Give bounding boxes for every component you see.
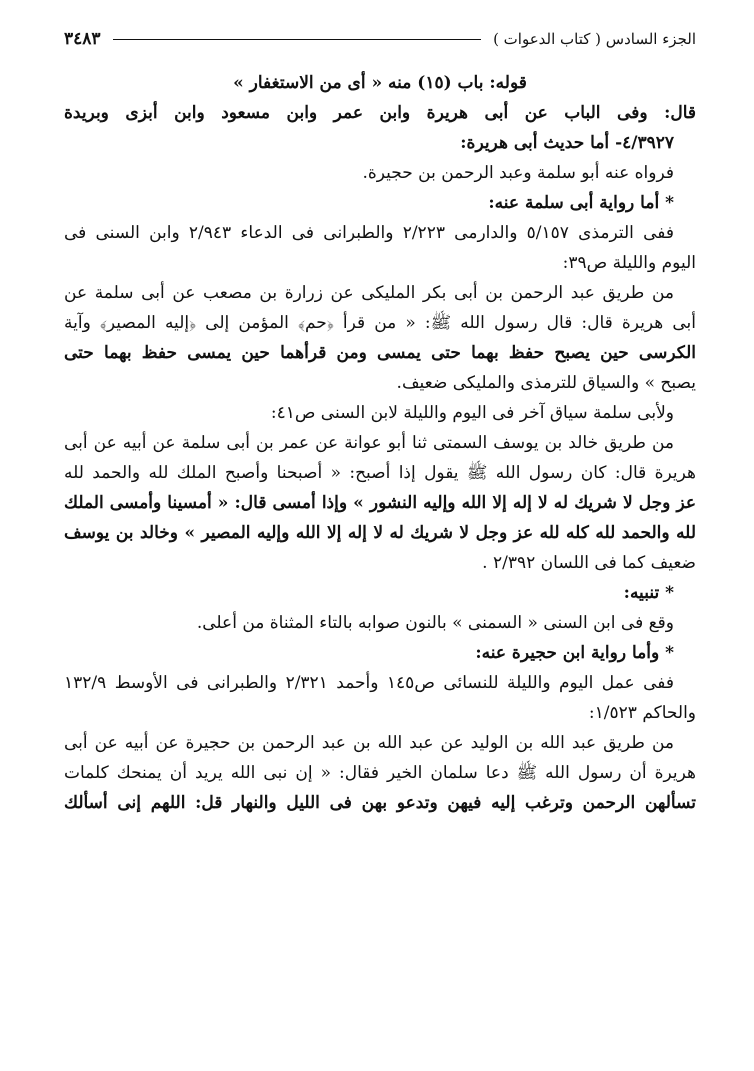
body-text bbox=[64, 68, 696, 818]
text-line: تسألهن الرحمن وترغب إليه فيهن وتدعو بهن فى الليل والنهار قل: اللهم إنى أسألك bbox=[64, 793, 696, 813]
running-header bbox=[64, 26, 696, 52]
text-line: ففى عمل اليوم والليلة للنسائى ص١٤٥ وأحمد ٢/٣٢١ والطبرانى فى الأوسط ١٣٢/٩ bbox=[64, 673, 674, 693]
text-line: والحاكم ١/٥٢٣: bbox=[588, 703, 696, 723]
text-line: * وأما رواية ابن حجيرة عنه: bbox=[475, 643, 674, 663]
text-line: أبى هريرة قال: قال رسول الله ﷺ: « من قرأ ﴿حم﴾ المؤمن إلى ﴿إليه المصير﴾ وآية bbox=[64, 313, 696, 333]
text-line: اليوم والليلة ص٣٩: bbox=[562, 253, 696, 273]
section-heading: قوله: باب (١٥) منه « أى من الاستغفار » bbox=[233, 73, 527, 93]
running-title: الجزء السادس ( كتاب الدعوات ) bbox=[493, 30, 696, 48]
text-line: ففى الترمذى ٥/١٥٧ والدارمى ٢/٢٢٣ والطبرانى فى الدعاء ٢/٩٤٣ وابن السنى فى bbox=[64, 223, 675, 243]
page-number: ٣٤٨٣ bbox=[64, 29, 101, 49]
text-line: ضعيف كما فى اللسان ٢/٣٩٢ . bbox=[482, 553, 696, 573]
text-line: ٤/٣٩٢٧- أما حديث أبى هريرة: bbox=[460, 133, 674, 153]
text-line: * أما رواية أبى سلمة عنه: bbox=[488, 193, 674, 213]
text-line: فرواه عنه أبو سلمة وعبد الرحمن بن حجيرة. bbox=[362, 163, 674, 183]
text-line: قال: وفى الباب عن أبى هريرة وابن عمر وابن مسعود وابن أبزى وبريدة bbox=[64, 103, 696, 123]
text-line: لله والحمد لله كله لله عز وجل لا شريك له لا إله إلا الله وإليه المصير » وخالد بن يوسف bbox=[64, 523, 696, 543]
text-line: من طريق عبد الرحمن بن أبى بكر المليكى عن زرارة بن مصعب عن أبى سلمة عن bbox=[64, 283, 674, 303]
text-line: يصبح » والسياق للترمذى والمليكى ضعيف. bbox=[396, 373, 696, 393]
text-line: عز وجل لا شريك له لا إله إلا الله وإليه النشور » وإذا أمسى قال: « أمسينا وأمسى الملك bbox=[64, 493, 696, 513]
text-line: ولأبى سلمة سياق آخر فى اليوم والليلة لابن السنى ص٤١: bbox=[270, 403, 674, 423]
text-line: الكرسى حين يصبح حفظ بهما حتى يمسى ومن قرأهما حين يمسى حفظ بهما حتى bbox=[64, 343, 696, 363]
header-rule bbox=[113, 39, 482, 40]
text-line: هريرة قال: كان رسول الله ﷺ يقول إذا أصبح: « أصبحنا وأصبح الملك لله والحمد لله bbox=[64, 463, 696, 483]
text-line: من طريق عبد الله بن الوليد عن عبد الله بن عبد الرحمن بن حجيرة عن أبيه عن أبى bbox=[64, 733, 674, 753]
text-line: من طريق خالد بن يوسف السمتى ثنا أبو عوانة عن عمر بن أبى سلمة عن أبيه عن أبى bbox=[64, 433, 674, 453]
text-line: * تنبيه: bbox=[623, 583, 674, 603]
text-line: هريرة أن رسول الله ﷺ دعا سلمان الخير فقال: « إن نبى الله يريد أن يمنحك كلمات bbox=[64, 763, 696, 783]
text-line: وقع فى ابن السنى « السمنى » بالنون صوابه بالتاء المثناة من أعلى. bbox=[196, 613, 674, 633]
